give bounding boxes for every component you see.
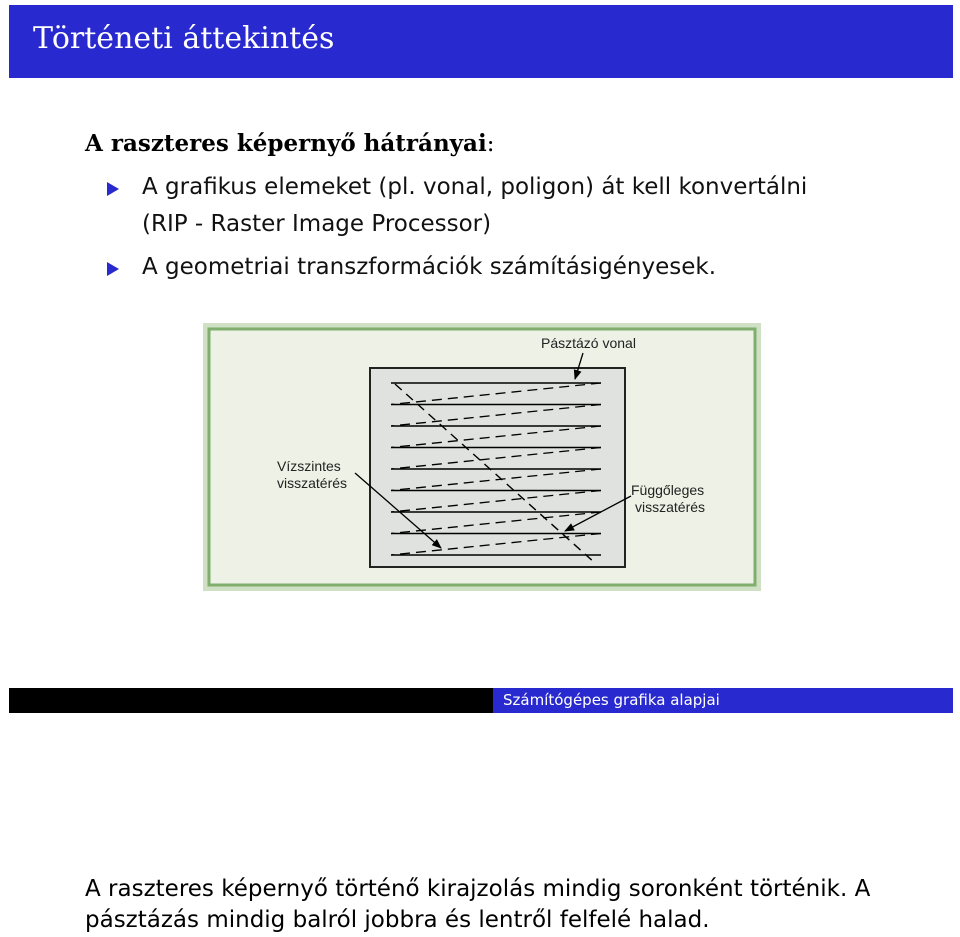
bullet-triangle-icon xyxy=(107,262,119,276)
heading xyxy=(85,130,494,157)
note-line-1: A raszteres képernyő történő kirajzolás mindig soronként történik. A xyxy=(85,876,871,902)
horizontal-retrace-label-1: Vízszintes xyxy=(277,458,341,474)
raster-scan-diagram xyxy=(203,323,761,591)
slide-title: Történeti áttekintés xyxy=(33,21,335,56)
footer-right-bar xyxy=(493,688,953,713)
scan-line-label: Pásztázó vonal xyxy=(541,335,636,351)
note-line-2: pásztázás mindig balról jobbra és lentről felfelé halad. xyxy=(85,907,710,933)
bullet-1-line-1: A grafikus elemeket (pl. vonal, poligon) át kell konvertálni xyxy=(142,174,808,200)
heading-colon: : xyxy=(486,131,495,157)
bullet-2-line-1: A geometriai transzformációk számításigényesek. xyxy=(142,254,717,280)
heading-text: A raszteres képernyő hátrányai xyxy=(85,130,487,157)
bullet-triangle-icon xyxy=(107,182,119,196)
footer-left-bar xyxy=(9,688,493,713)
vertical-retrace-label-2: visszatérés xyxy=(635,499,706,515)
vertical-retrace-label-1: Függőleges xyxy=(631,482,705,498)
horizontal-retrace-label-2: visszatérés xyxy=(277,475,348,491)
title-bar xyxy=(9,5,953,78)
footer-title: Számítógépes grafika alapjai xyxy=(503,691,720,709)
bullet-1-line-2: (RIP - Raster Image Processor) xyxy=(142,211,492,237)
